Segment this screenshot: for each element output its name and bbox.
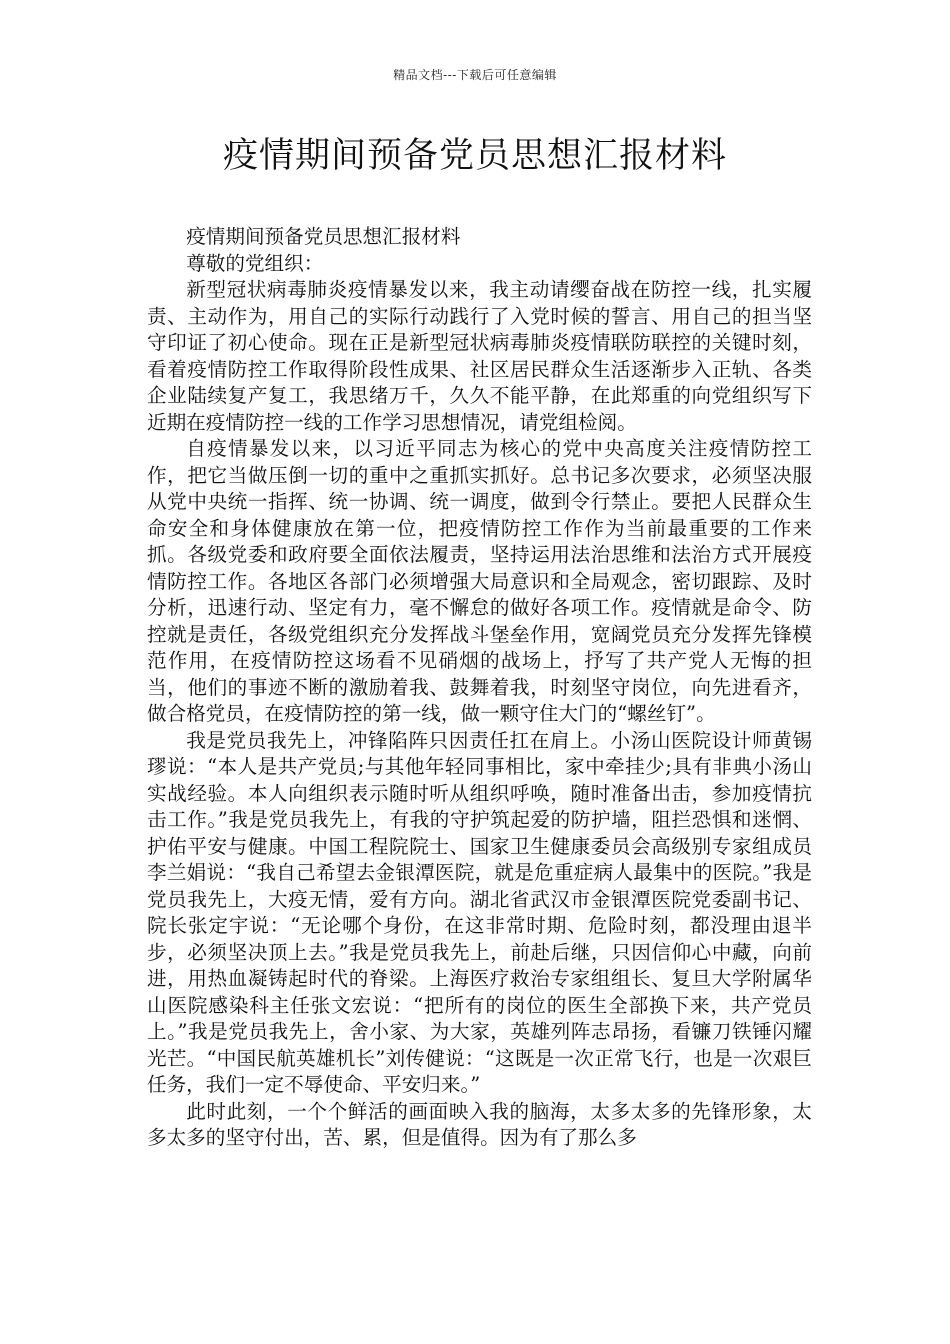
paragraph: 我是党员我先上，冲锋陷阵只因责任扛在肩上。小汤山医院设计师黄锡璆说：“本人是共产党员;与其他年轻同事相比，家中牵挂少;具有非典小汤山实战经验。本人向组织表示随时听从组织呼唤，随时准备出击，参加疫情抗击工作。”我是党员我先上，有我的守护筑起爱的防护墙，阻拦恐惧和迷惘、护佑平安与健康。中国工程院院士、国家卫生健康委员会高级别专家组成员李兰娟说：“我自己希望去金银潭医院，就是危重症病人最集中的医院。”我是党员我先上，大疫无情，爱有方向。湖北省武汉市金银潭医院党委副书记、院长张定宇说：“无论哪个身份，在这非常时期、危险时刻，都没理由退半步，必须坚决顶上去。”我是党员我先上，前赴后继，只因信仰心中藏，向前进，用热血凝铸起时代的脊梁。上海医疗救治专家组组长、复旦大学附属华山医院感染科主任张文宏说：“把所有的岗位的医生全部换下来，共产党员上。”我是党员我先上，舍小家、为大家，英雄列阵志昂扬，看镰刀铁锤闪耀光芒。“中国民航英雄机长”刘传健说：“这既是一次正常飞行，也是一次艰巨任务，我们一定不辱使命、平安归来。” (147, 728, 812, 1096)
document-body (147, 224, 812, 1152)
paragraph: 新型冠状病毒肺炎疫情暴发以来，我主动请缨奋战在防控一线，扎实履责、主动作为，用自己的实际行动践行了入党时候的誓言、用自己的担当坚守印证了初心使命。现在正是新型冠状病毒肺炎疫情联防联控的关键时刻，看着疫情防控工作取得阶段性成果、社区居民群众生活逐渐步入正轨、各类企业陆续复产复工，我思绪万千，久久不能平静，在此郑重的向党组织写下近期在疫情防控一线的工作学习思想情况，请党组检阅。 (147, 278, 812, 434)
document-title: 疫情期间预备党员思想汇报材料 (222, 136, 727, 176)
salutation-line: 尊敬的党组织： (186, 251, 324, 275)
header-note: 精品文档---下载后可任意编辑 (393, 68, 557, 82)
subtitle-line: 疫情期间预备党员思想汇报材料 (186, 225, 461, 248)
paragraph: 此时此刻，一个个鲜活的画面映入我的脑海，太多太多的先锋形象，太多太多的坚守付出，苦、累，但是值得。因为有了那么多 (147, 1099, 812, 1149)
paragraph: 自疫情暴发以来，以习近平同志为核心的党中央高度关注疫情防控工作，把它当做压倒一切的重中之重抓实抓好。总书记多次要求，必须坚决服从党中央统一指挥、统一协调、统一调度，做到令行禁止。要把人民群众生命安全和身体健康放在第一位，把疫情防控工作作为当前最重要的工作来抓。各级党委和政府要全面依法履责，坚持运用法治思维和法治方式开展疫情防控工作。各地区各部门必须增强大局意识和全局观念，密切跟踪、及时分析，迅速行动、坚定有力，毫不懈怠的做好各项工作。疫情就是命令、防控就是责任，各级党组织充分发挥战斗堡垒作用，宽阔党员充分发挥先锋模范作用，在疫情防控这场看不见硝烟的战场上，抒写了共产党人无悔的担当，他们的事迹不断的激励着我、鼓舞着我，时刻坚守岗位，向先进看齐，做合格党员，在疫情防控的第一线，做一颗守住大门的“螺丝钉”。 (147, 437, 812, 725)
